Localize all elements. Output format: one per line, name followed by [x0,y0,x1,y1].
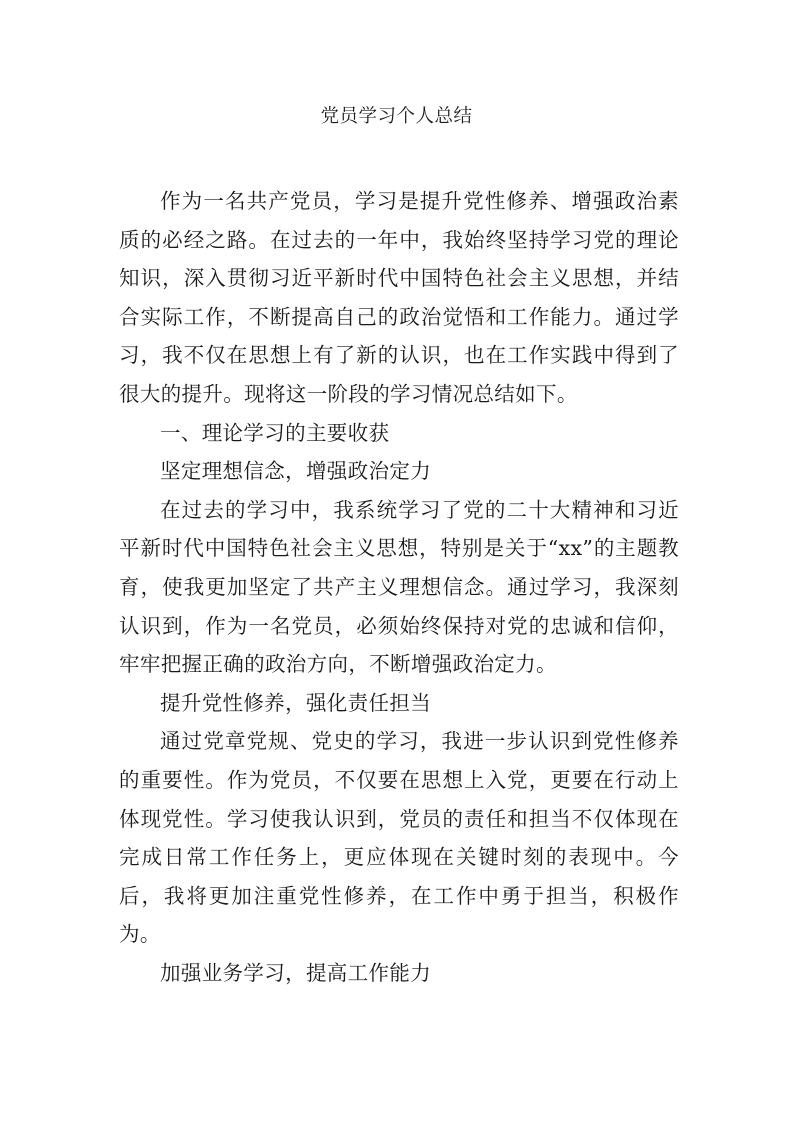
intro-paragraph: 作为一名共产党员，学习是提升党性修养、增强政治素质的必经之路。在过去的一年中，我始终坚持学习党的理论知识，深入贯彻习近平新时代中国特色社会主义思想，并结合实际工作，不断提高自己的政治觉悟和工作能力。通过学习，我不仅在思想上有了新的认识，也在工作实践中得到了很大的提升。现将这一阶段的学习情况总结如下。 [119,189,679,406]
subheading-business-study: 加强业务学习，提高工作能力 [160,960,432,985]
section-heading-theory: 一、理论学习的主要收获 [160,420,390,445]
ideals-paragraph: 在过去的学习中，我系统学习了党的二十大精神和习近平新时代中国特色社会主义思想，特别是关于“xx”的主题教育，使我更加坚定了共产主义理想信念。通过学习，我深刻认识到，作为一名党员，必须始终保持对党的忠诚和信仰，牢牢把握正确的政治方向，不断增强政治定力。 [119,497,679,677]
party-spirit-paragraph: 通过党章党规、党史的学习，我进一步认识到党性修养的重要性。作为党员，不仅要在思想上入党，更要在行动上体现党性。学习使我认识到，党员的责任和担当不仅体现在完成日常工作任务上，更应体现在关键时刻的表现中。今后，我将更加注重党性修养，在工作中勇于担当，积极作为。 [119,729,679,947]
subheading-party-spirit: 提升党性修养，强化责任担当 [160,690,432,715]
subheading-ideals: 坚定理想信念，增强政治定力 [160,459,432,484]
document-body [119,182,679,992]
document-title: 党员学习个人总结 [320,106,473,127]
